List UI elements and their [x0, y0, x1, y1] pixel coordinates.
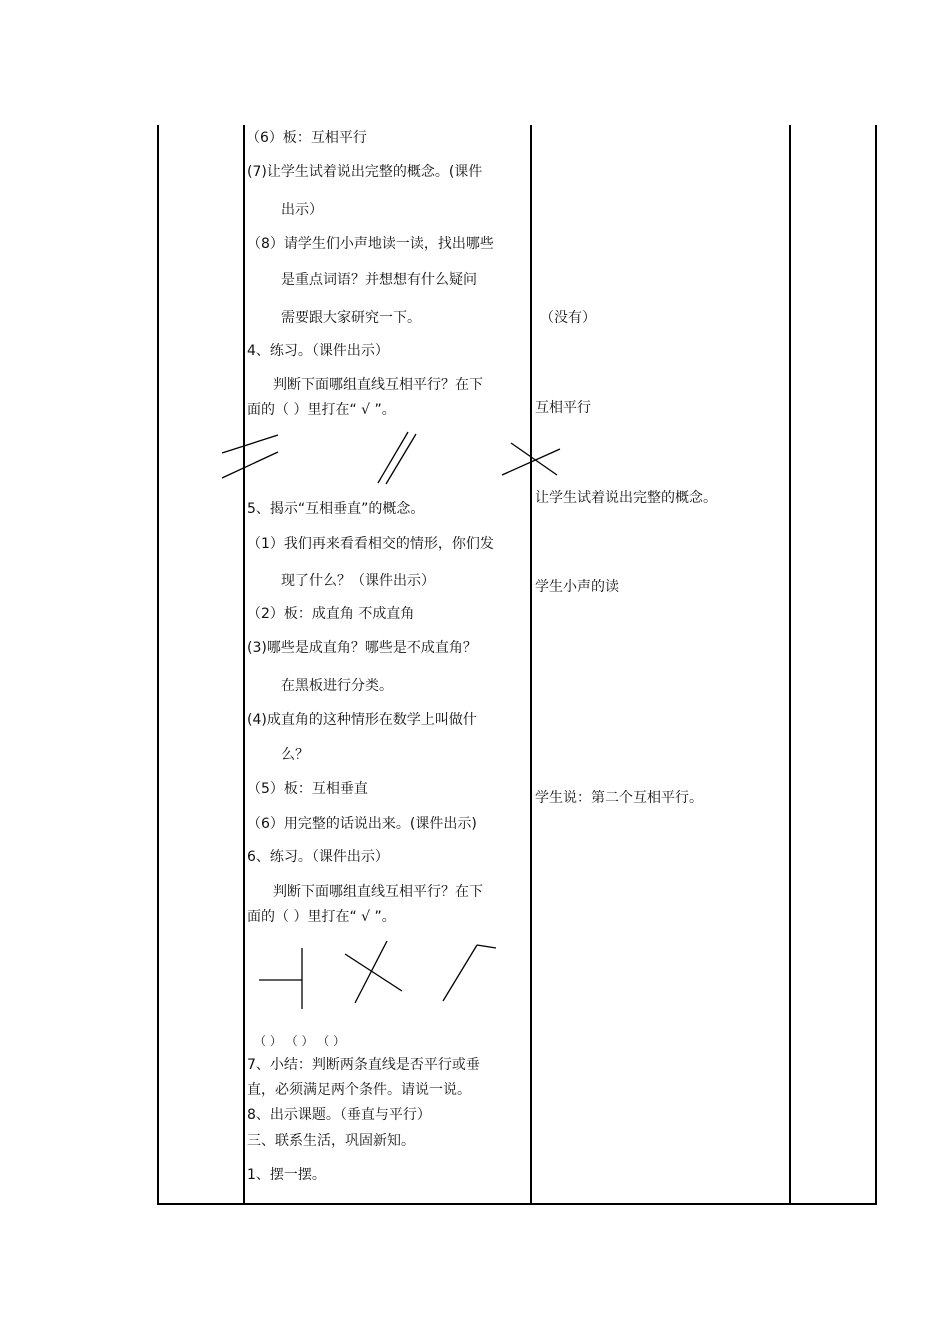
figure-a-line-1 [222, 435, 278, 453]
figure-b-line-2 [386, 434, 416, 484]
step-5-1-line-1: （1）我们再来看看相交的情形，你们发 [247, 536, 494, 552]
step-5-1-line-2: 现了什么？（课件出示） [281, 573, 435, 589]
student-response-read: 学生小声的读 [535, 579, 619, 595]
step-8-line-2: 是重点词语？并想想有什么疑问 [281, 272, 477, 288]
step-5-heading: 5、揭示“互相垂直”的概念。 [247, 501, 425, 517]
exercise-6-question-line-1: 判断下面哪组直线互相平行？在下 [273, 884, 483, 900]
section-3-heading: 三、联系生活，巩固新知。 [247, 1133, 415, 1149]
step-7-line-1: (7)让学生试着说出完整的概念。(课件 [247, 164, 483, 180]
step-5-2: （2）板：成直角 不成直角 [247, 606, 415, 622]
student-response-parallel: 互相平行 [535, 400, 591, 416]
table-divider-3 [789, 125, 791, 1205]
student-response-none: （没有） [540, 310, 596, 326]
exercise-6-figures [250, 935, 510, 1020]
step-5-4-line-1: (4)成直角的这种情形在数学上叫做什 [247, 712, 477, 728]
table-border-bottom [157, 1203, 877, 1205]
step-5-4-line-2: 么？ [281, 747, 309, 763]
exercise-4-heading: 4、练习。（课件出示） [247, 343, 389, 359]
answer-brackets: （ ） （ ） （ ） [254, 1034, 346, 1048]
show-topic: 8、出示课题。（垂直与平行） [247, 1107, 431, 1123]
step-5-3-line-2: 在黑板进行分类。 [281, 678, 393, 694]
figure-a-line-2 [222, 452, 278, 478]
figure-f-line-1 [443, 945, 477, 1001]
step-8-line-3: 需要跟大家研究一下。 [281, 310, 421, 326]
step-5-3-line-1: (3)哪些是成直角？哪些是不成直角？ [247, 640, 477, 656]
figure-f-line-2 [477, 945, 496, 948]
exercise-6-heading: 6、练习。（课件出示） [247, 849, 389, 865]
exercise-6-question-line-2: 面的（ ）里打在“ √ ”。 [247, 909, 396, 925]
table-border-left [157, 125, 159, 1205]
table-border-right [875, 125, 877, 1205]
step-7-line-2: 出示） [281, 202, 323, 218]
step-8-line-1: （8）请学生们小声地读一读，找出哪些 [247, 236, 494, 252]
exercise-4-question-line-2: 面的（ ）里打在“ √ ”。 [247, 402, 396, 418]
student-response-concept: 让学生试着说出完整的概念。 [535, 490, 717, 506]
figure-e-line-1 [345, 954, 402, 991]
summary-line-2: 直，必须满足两个条件。请说一说。 [247, 1082, 471, 1098]
student-response-answer: 学生说：第二个互相平行。 [535, 790, 703, 806]
exercise-4-figures [215, 428, 565, 488]
figure-c-line-2 [511, 443, 557, 475]
step-5-6: （6）用完整的话说出来。(课件出示) [247, 816, 477, 832]
board-note-parallel: （6）板：互相平行 [246, 130, 367, 146]
table-divider-1 [243, 125, 245, 1205]
table-divider-2 [530, 125, 532, 1205]
exercise-4-question-line-1: 判断下面哪组直线互相平行？在下 [273, 377, 483, 393]
activity-1: 1、摆一摆。 [247, 1167, 326, 1183]
summary-line-1: 7、小结：判断两条直线是否平行或垂 [247, 1057, 480, 1073]
figure-e-line-2 [355, 941, 387, 1003]
figure-b-line-1 [378, 432, 408, 483]
step-5-5: （5）板：互相垂直 [247, 781, 368, 797]
